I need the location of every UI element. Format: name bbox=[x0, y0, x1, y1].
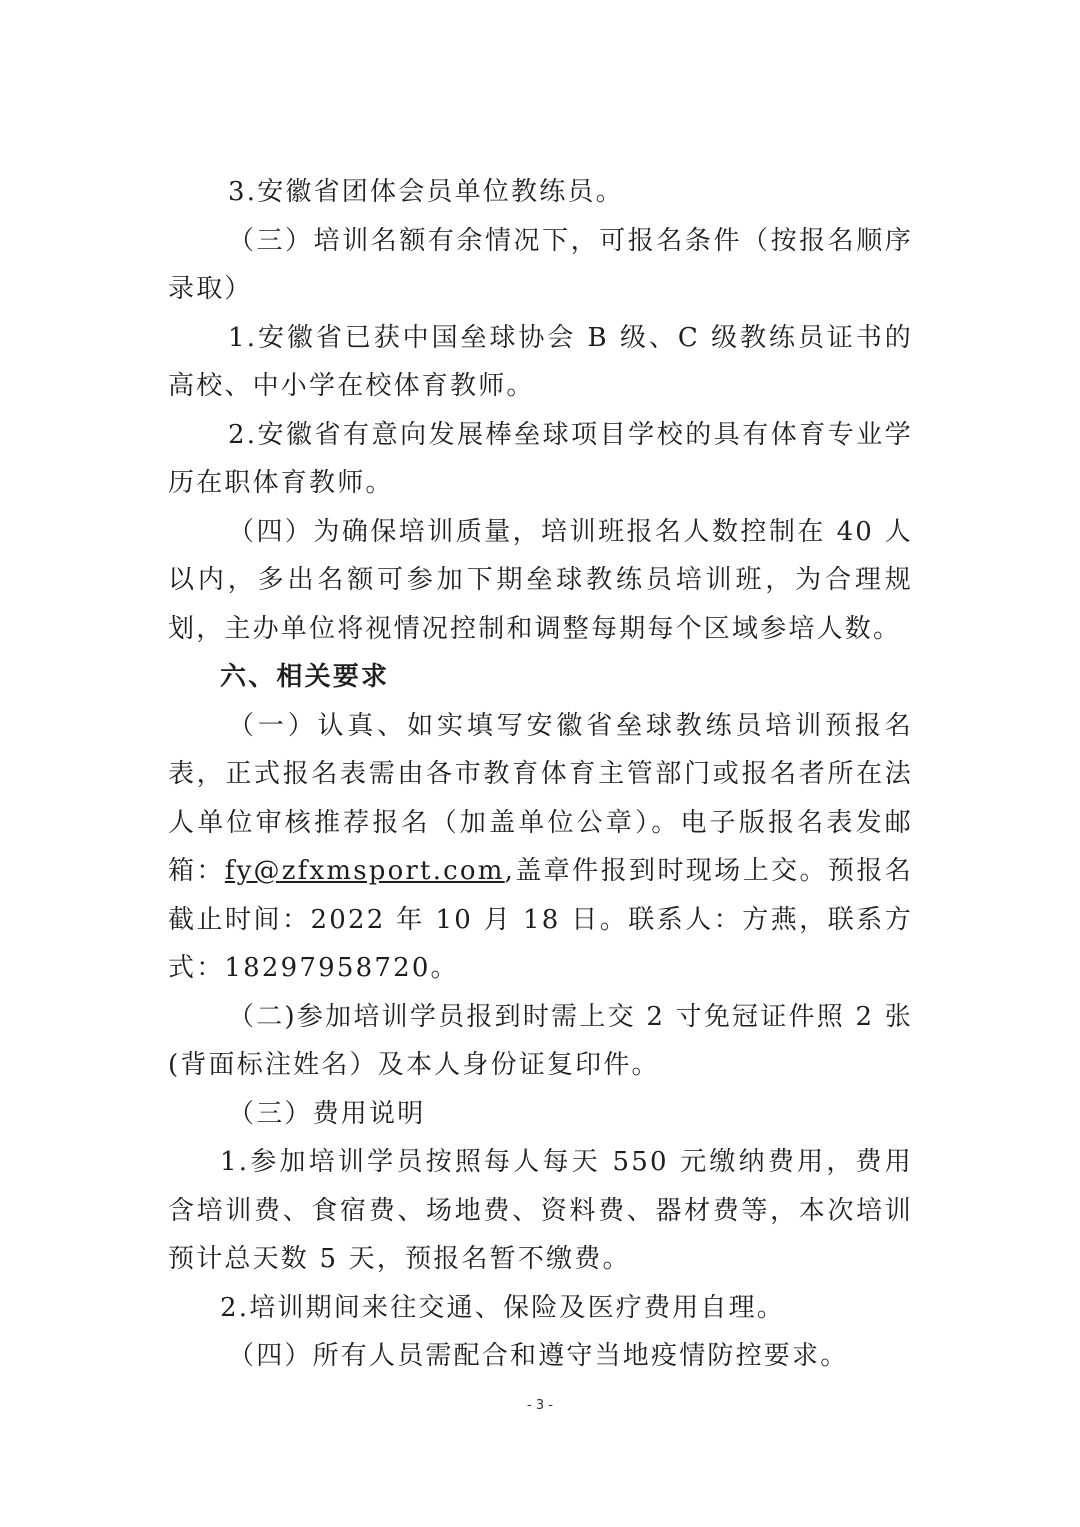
page-number: - 3 - bbox=[527, 1398, 553, 1413]
document-body bbox=[168, 168, 913, 1381]
paragraph-photo-requirements: （二)参加培训学员报到时需上交 2 寸免冠证件照 2 张(背面标注姓名）及本人身份证复印件。 bbox=[168, 1001, 913, 1080]
paragraph-travel-expenses: 2.培训期间来往交通、保险及医疗费用自理。 bbox=[220, 1292, 786, 1323]
paragraph-registration-form bbox=[168, 702, 913, 993]
section-heading-requirements: 六、相关要求 bbox=[220, 662, 390, 692]
registration-text: （一）认真、如实填写安徽省垒球教练员培训预报名表，正式报名表需由各市教育体育主管部门或报名者所在法人单位审核推荐报名（加盖单位公章）。电子版报名表发邮箱： bbox=[168, 710, 913, 886]
paragraph-epidemic-requirements: （四）所有人员需配合和遵守当地疫情防控要求。 bbox=[228, 1341, 849, 1371]
email-link[interactable]: fy@zfxmsport.com bbox=[224, 856, 505, 886]
paragraph-coach-members: 3.安徽省团体会员单位教练员。 bbox=[228, 177, 624, 207]
paragraph-fee-details: 1.参加培训学员按照每人每天 550 元缴纳费用，费用含培训费、食宿费、场地费、资料费、器材费等，本次培训预计总天数 5 天，预报名暂不缴费。 bbox=[168, 1147, 913, 1274]
registration-deadline-text: ,盖章件报到时现场上交。预报名截止时间：2022 年 10 月 18 日。联系人：方燕，联系方式：18297958720。 bbox=[168, 856, 913, 983]
paragraph-quota-limit: （四）为确保培训质量，培训班报名人数控制在 40 人以内，多出名额可参加下期垒球教练员培训班，为合理规划，主办单位将视情况控制和调整每期每个区域参培人数。 bbox=[168, 516, 913, 644]
paragraph-pe-teachers: 2.安徽省有意向发展棒垒球项目学校的具有体育专业学历在职体育教师。 bbox=[168, 419, 913, 498]
subheading-fee-description: （三）费用说明 bbox=[228, 1098, 426, 1129]
paragraph-extra-quota-conditions: （三）培训名额有余情况下，可报名条件（按报名顺序录取） bbox=[168, 225, 913, 304]
paragraph-certified-teachers: 1.安徽省已获中国垒球协会 B 级、C 级教练员证书的高校、中小学在校体育教师。 bbox=[168, 322, 913, 401]
